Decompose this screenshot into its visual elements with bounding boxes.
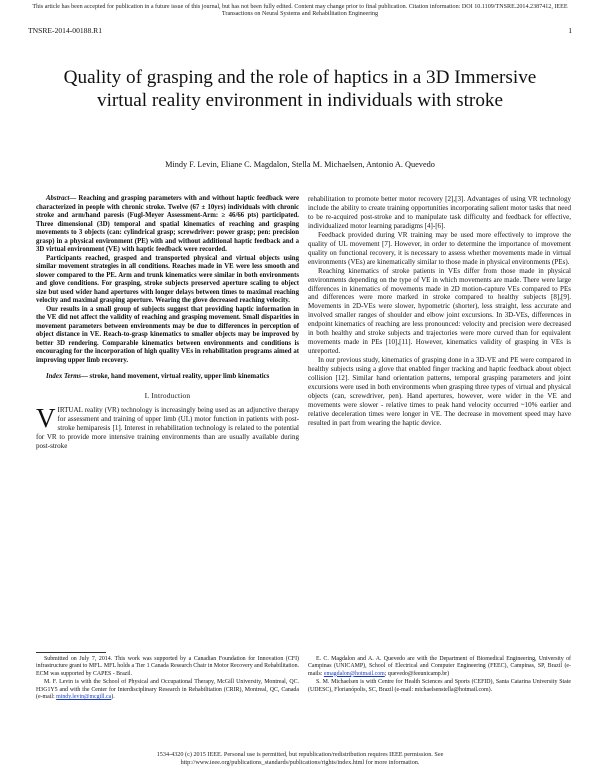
footnote-mq-text: E. C. Magdalon and A. A. Quevedo are with the Department of Biomedical Engineering, University of Campinas (UNICAMP), School of Electrical and Computer Engineering (FEEC), Campinas, SP, Brazil (e-mails: <box>308 656 571 677</box>
footnotes-right <box>308 656 571 695</box>
paper-title: Quality of grasping and the role of haptics in a 3D Immersive virtual reality environment in individuals with stroke <box>63 67 537 111</box>
footnote-levin <box>36 679 299 701</box>
left-column <box>36 195 299 451</box>
body-paragraph-2: Feedback provided during VR training may be used more effectively to improve the quality of UL movement [7]. However, in order to determine the importance of movement quality on functional recovery, it is necessary to assess whether movements made in virtual environments (VEs) are kinematically similar to those made in physical environments (PEs). <box>308 230 571 266</box>
footnote-magdalon-quevedo <box>308 656 571 678</box>
email-link-levin[interactable]: mindy.levin@mcgill.ca <box>56 693 112 700</box>
footnote-divider <box>36 652 106 653</box>
footnote-michaelsen: S. M. Michaelsen is with Centre for Health Sciences and Sports (CEFID), Santa Catarina University State (UDESC), Florianópolis, SC, Brazil (e-mail: michaelsenstella@hotmail.com). <box>308 679 571 693</box>
body-paragraph-1: rehabilitation to promote better motor recovery [2],[3]. Advantages of using VR technology include the ability to create training opportunities incorporating salient motor tasks that need to be re-acquired post-stroke and to manipulate task difficulty and feedback for effective, individualized motor learning paradigms [4]-[6]. <box>308 195 571 230</box>
abstract-paragraph-1 <box>36 195 299 255</box>
footnotes-left <box>36 656 299 703</box>
running-header <box>28 26 572 35</box>
page-number: 1 <box>568 26 572 35</box>
copyright-line-2: http://www.ieee.org/publications_standards/publications/rights/index.html for more information. <box>180 758 420 766</box>
section-heading-introduction: I. Introduction <box>144 390 191 400</box>
author-list: Mindy F. Levin, Eliane C. Magdalon, Stella M. Michaelsen, Antonio A. Quevedo <box>165 160 435 169</box>
publication-notice: This article has been accepted for publication in a future issue of this journal, but has not been fully edited. Content may change prior to final publication. Citation information: DOI 10.1109/TNSRE.2014.2387412, IEEE Transactions on Neural Systems and Rehabilitation Engineering <box>32 4 568 18</box>
abstract-label: Abstract <box>46 195 70 202</box>
index-terms-label: Index Terms <box>46 373 82 380</box>
index-terms-text: — stroke, hand movement, virtual reality, upper limb kinematics <box>81 373 270 380</box>
abstract-paragraph-2: Participants reached, grasped and transported physical and virtual objects using similar movement strategies in all conditions. Reaches made in VE were less smooth and slower compared to the PE. Arm and trunk kinematics were similar in both environments and glove conditions. For grasping, stroke subjects preserved aperture scaling to object size but used wider hand apertures with longer delays between times to maximal reaching velocity and maximal grasping aperture. Wearing the glove decreased reaching velocity. <box>36 254 299 304</box>
abstract-paragraph-3: Our results in a small group of subjects suggest that providing haptic information in the VE did not affect the validity of reaching and grasping movement. Small disparities in movement parameters between environments may be due to differences in perception of object distance in VE. Reach-to-grasp kinematics to smaller objects may be improved by better 3D rendering. Comparable kinematics between environments and conditions is encouraging for the incorporation of high quality VEs in rehabilitation programs aimed at improving upper limb recovery. <box>36 305 299 364</box>
footnote-levin-end: ). <box>111 693 115 700</box>
footnote-mq-end: ; quevedo@feeunicamp.br) <box>384 670 450 677</box>
body-paragraph-4: In our previous study, kinematics of grasping done in a 3D-VE and PE were compared in healthy subjects using a glove that enabled finger tracking and haptic feedback about object collision [12]. Similar hand orientation patterns, temporal grasping parameters and joint excursions were used in both environments when grasping three types of virtual and physical objects (can, screwdriver, pen). Hand apertures, however, were wider in the VE and movements were slower - relative times to peak hand velocity occurred ~10% earlier and relative deceleration times were longer in VE. The decrease in movement speed may have resulted in part from wearing the haptic device. <box>308 356 571 427</box>
drop-cap: V <box>36 403 56 434</box>
footnote-levin-text: M. F. Levin is with the School of Physical and Occupational Therapy, McGill University, Montreal, QC. H3G1Y5 and with the Center for Interdisciplinary Research in Rehabilitation (CRIR), Montreal, QC, Canada (e-mail: <box>36 679 299 700</box>
introduction-body <box>36 403 299 451</box>
index-terms <box>36 373 299 382</box>
introduction-paragraph-1: IRTUAL reality (VR) technology is increasingly being used as an adjunctive therapy for assessment and training of upper limb (UL) motor function in patients with post-stroke hemiparesis [1]. Interest in rehabilitation technology is related to the potential for VR to provide more intensive training environments than are usually available during post-stroke <box>36 406 299 451</box>
copyright-notice <box>60 751 540 766</box>
email-link-magdalon[interactable]: emagdalon@hotmail.com <box>323 670 385 677</box>
manuscript-id: TNSRE-2014-00188.R1 <box>28 26 103 35</box>
abstract-text-1: — Reaching and grasping parameters with and without haptic feedback were characterized in people with chronic stroke. Twelve (67 ± 10yrs) individuals with chronic stroke and arm/hand paresis (Fugl-Meyer Assessment-Arm: ≥ 46/66 pts) participated. Three dimensional (3D) temporal and spatial kinematics of reaching and grasping movements to 3 objects (can: cylindrical grasp; screwdriver: power grasp; pen: precision grasp) in a physical environment (PE) with and without additional haptic feedback and a 3D virtual environment (VE) with haptic feedback were recorded. <box>36 195 299 253</box>
copyright-line-1: 1534-4320 (c) 2015 IEEE. Personal use is permitted, but republication/redistribution requires IEEE permission. See <box>156 751 444 758</box>
abstract <box>36 195 299 365</box>
right-column <box>308 195 571 428</box>
footnote-funding: Submitted on July 7, 2014. This work was supported by a Canadian Foundation for Innovation (CFI) infrastructure grant to MFL. MFL holds a Tier 1 Canada Research Chair in Motor Recovery and Rehabilitation. ECM was supported by CAPES - Brazil. <box>36 656 299 677</box>
body-paragraph-3: Reaching kinematics of stroke patients in VEs differ from those made in physical environments depending on the type of VE in which movements are made. There were large differences in kinematics of movements made in 2D motion-capture VEs compared to PEs and differences were more marked in stroke compared to healthy subjects [8],[9]. Movements in 2D-VEs were slower, hypometric (shorter), less straight, less accurate and involved smaller ranges of shoulder and elbow joint excursions. In 3D-VEs, differences in endpoint kinematics of reaching are less pronounced: velocity and precision were decreased in both healthy and stroke subjects and trajectories were more curved than for equivalent movements made in PEs [10],[11]. However, kinematics validity of grasping in VEs is unreported. <box>308 266 571 356</box>
